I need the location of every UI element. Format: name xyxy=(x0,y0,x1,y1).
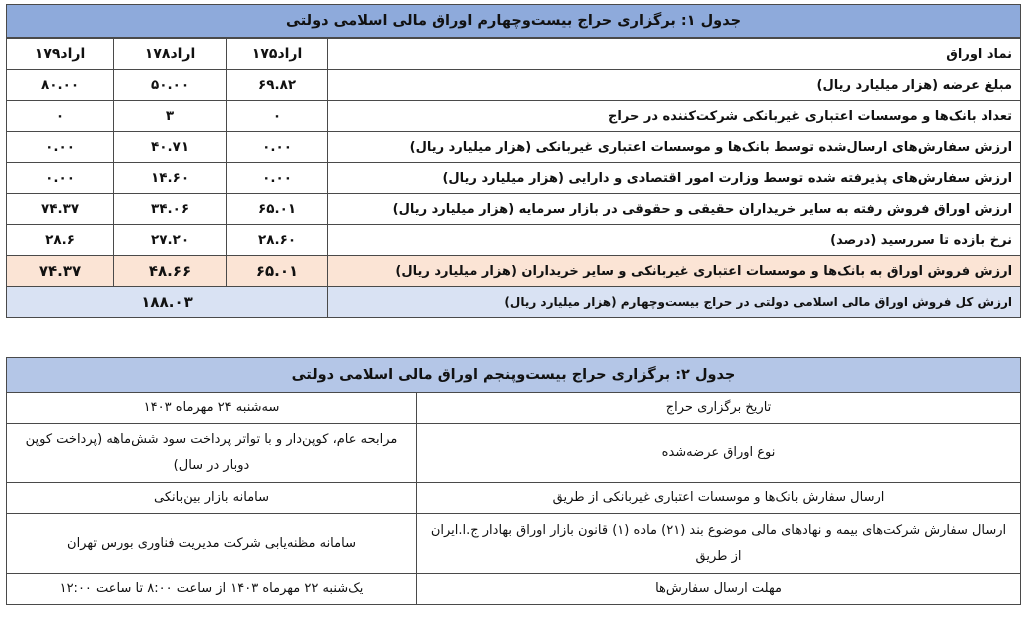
cell-value: ۲۷.۲۰ xyxy=(114,225,227,256)
table2-title: جدول ۲: برگزاری حراج بیست‌وپنجم اوراق مالی اسلامی دولتی xyxy=(7,358,1021,393)
table-row xyxy=(7,393,1021,424)
highlight-row xyxy=(7,256,1021,287)
table1-title: جدول ۱: برگزاری حراج بیست‌وچهارم اوراق مالی اسلامی دولتی xyxy=(7,5,1021,39)
cell-value: ۶۵.۰۱ xyxy=(227,256,328,287)
cell-value: ۱۴.۶۰ xyxy=(114,163,227,194)
cell-value: ۴۰.۷۱ xyxy=(114,132,227,163)
header-label: نماد اوراق xyxy=(328,38,1021,70)
cell-value: ۵۰.۰۰ xyxy=(114,70,227,101)
cell-value: ۰.۰۰ xyxy=(227,132,328,163)
table-row xyxy=(7,194,1021,225)
cell-value: ۰.۰۰ xyxy=(7,163,114,194)
table-row xyxy=(7,132,1021,163)
column-header: اراد۱۷۹ xyxy=(7,38,114,70)
row-label: ارسال سفارش شرکت‌های بیمه و نهادهای مالی موضوع بند (۲۱) ماده (۱) قانون بازار اوراق بهادار ج.ا.ایران از طریق xyxy=(417,514,1021,574)
cell-value: ۲۸.۶۰ xyxy=(227,225,328,256)
table-row xyxy=(7,101,1021,132)
cell-value: ۳ xyxy=(114,101,227,132)
cell-value: ۰ xyxy=(227,101,328,132)
total-row xyxy=(7,287,1021,318)
cell-value: ۶۹.۸۲ xyxy=(227,70,328,101)
cell-value: ۶۵.۰۱ xyxy=(227,194,328,225)
table-row xyxy=(7,163,1021,194)
auction-24-table xyxy=(6,4,1021,318)
column-header: اراد۱۷۸ xyxy=(114,38,227,70)
row-label: تاریخ برگزاری حراج xyxy=(417,393,1021,424)
row-label: ارزش سفارش‌های پذیرفته شده توسط وزارت امور اقتصادی و دارایی (هزار میلیارد ریال) xyxy=(328,163,1021,194)
row-value: سامانه بازار بین‌بانکی xyxy=(7,483,417,514)
row-label: مبلغ عرضه (هزار میلیارد ریال) xyxy=(328,70,1021,101)
row-label: مهلت ارسال سفارش‌ها xyxy=(417,574,1021,605)
auction-25-table xyxy=(6,357,1021,605)
cell-value: ۲۸.۶ xyxy=(7,225,114,256)
table-row xyxy=(7,514,1021,574)
row-label: ارزش اوراق فروش رفته به سایر خریداران حقیقی و حقوقی در بازار سرمایه (هزار میلیارد ریال) xyxy=(328,194,1021,225)
table-row xyxy=(7,574,1021,605)
cell-value: ۰.۰۰ xyxy=(7,132,114,163)
row-value: سامانه مظنه‌یابی شرکت مدیریت فناوری بورس تهران xyxy=(7,514,417,574)
row-label: تعداد بانک‌ها و موسسات اعتباری غیربانکی شرکت‌کننده در حراج xyxy=(328,101,1021,132)
row-label: ارزش کل فروش اوراق مالی اسلامی دولتی در حراج بیست‌وچهارم (هزار میلیارد ریال) xyxy=(328,287,1021,318)
row-label: نوع اوراق عرضه‌شده xyxy=(417,424,1021,483)
table-row xyxy=(7,424,1021,483)
row-value: سه‌شنبه ۲۴ مهرماه ۱۴۰۳ xyxy=(7,393,417,424)
row-label: ارزش سفارش‌های ارسال‌شده توسط بانک‌ها و موسسات اعتباری غیربانکی (هزار میلیارد ریال) xyxy=(328,132,1021,163)
row-label: ارزش فروش اوراق به بانک‌ها و موسسات اعتباری غیربانکی و سایر خریداران (هزار میلیارد ریال) xyxy=(328,256,1021,287)
row-label: ارسال سفارش بانک‌ها و موسسات اعتباری غیربانکی از طریق xyxy=(417,483,1021,514)
row-label: نرخ بازده تا سررسید (درصد) xyxy=(328,225,1021,256)
cell-value: ۷۴.۳۷ xyxy=(7,256,114,287)
table-row xyxy=(7,483,1021,514)
table-row xyxy=(7,225,1021,256)
table-title-row xyxy=(7,5,1021,39)
row-value: یک‌شنبه ۲۲ مهرماه ۱۴۰۳ از ساعت ۸:۰۰ تا ساعت ۱۲:۰۰ xyxy=(7,574,417,605)
cell-value: ۷۴.۳۷ xyxy=(7,194,114,225)
cell-value: ۳۴.۰۶ xyxy=(114,194,227,225)
cell-value: ۴۸.۶۶ xyxy=(114,256,227,287)
cell-value: ۸۰.۰۰ xyxy=(7,70,114,101)
table-row xyxy=(7,70,1021,101)
cell-value: ۰.۰۰ xyxy=(227,163,328,194)
row-value: مرابحه عام، کوپن‌دار و با تواتر پرداخت سود شش‌ماهه (پرداخت کوپن دوبار در سال) xyxy=(7,424,417,483)
cell-value: ۰ xyxy=(7,101,114,132)
total-value: ۱۸۸.۰۳ xyxy=(7,287,328,318)
table-header-row xyxy=(7,38,1021,70)
table-title-row xyxy=(7,358,1021,393)
column-header: اراد۱۷۵ xyxy=(227,38,328,70)
